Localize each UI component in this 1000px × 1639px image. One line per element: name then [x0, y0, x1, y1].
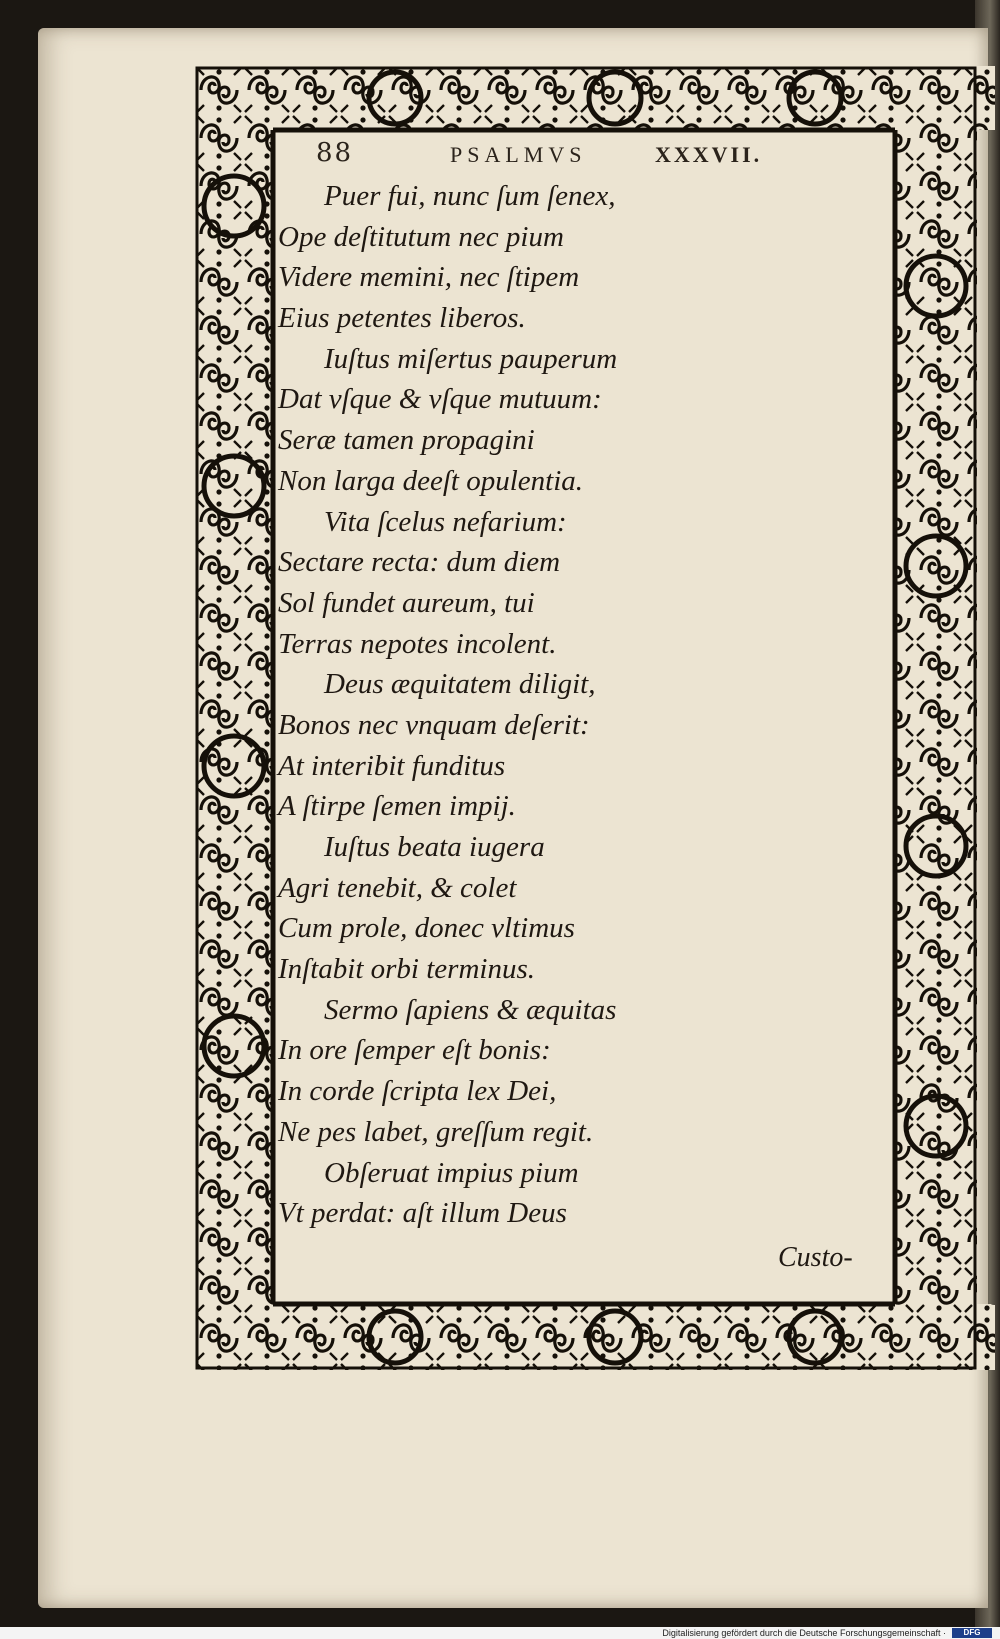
verse-line: Sermo ſapiens & æquitas: [324, 993, 617, 1026]
verse-text: [278, 176, 738, 1234]
running-header: [300, 138, 820, 178]
verse-line: Videre memini, nec ſtipem: [278, 261, 580, 294]
funding-credit: Digitalisierung gefördert durch die Deutsche Forschungsgemeinschaft ·: [662, 1628, 946, 1638]
verse-line: Ne pes labet, greſſum regit.: [278, 1115, 594, 1148]
psalm-number: XXXVII.: [655, 142, 763, 167]
verse-line: Agri tenebit, & colet: [278, 871, 517, 904]
verse-line: Vt perdat: aſt illum Deus: [278, 1197, 567, 1230]
verse-line: Terras nepotes incolent.: [278, 627, 557, 660]
running-title: PSALMVS: [450, 142, 587, 167]
verse-line: Iuſtus beata iugera: [324, 831, 545, 863]
verse-line: Obſeruat impius pium: [324, 1156, 579, 1189]
verse-line: Puer fui, nunc ſum ſenex,: [324, 180, 616, 212]
verse-line: Sol fundet aureum, tui: [278, 586, 535, 619]
verse-line: At interibit funditus: [278, 749, 506, 782]
dfg-logo: DFG: [952, 1628, 992, 1638]
verse-line: In corde ſcripta lex Dei,: [278, 1075, 557, 1108]
verse-line: Cum prole, donec vltimus: [278, 912, 575, 945]
verse-line: Eius petentes liberos.: [278, 302, 526, 335]
verse-line: In ore ſemper eſt bonis:: [278, 1034, 551, 1067]
verse-line: Ope deſtitutum nec pium: [278, 220, 564, 253]
verse-line: Iuſtus miſertus pauperum: [324, 342, 618, 375]
catchword: Custo-: [778, 1242, 853, 1273]
verse-line: Sectare recta: dum diem: [278, 546, 561, 579]
verse-line: Deus æquitatem diligit,: [324, 668, 596, 701]
verse-line: A ſtirpe ſemen impij.: [278, 790, 516, 823]
digitization-footer: [0, 1627, 1000, 1639]
verse-line: Inſtabit orbi terminus.: [278, 953, 535, 986]
page-number: 88: [316, 138, 354, 168]
verse-line: Dat vſque & vſque mutuum:: [278, 383, 602, 416]
verse-line: Seræ tamen propagini: [278, 424, 535, 457]
verse-line: Vita ſcelus nefarium:: [324, 505, 567, 538]
verse-line: Non larga deeſt opulentia.: [278, 464, 584, 497]
verse-line: Bonos nec vnquam deſerit:: [278, 708, 590, 741]
